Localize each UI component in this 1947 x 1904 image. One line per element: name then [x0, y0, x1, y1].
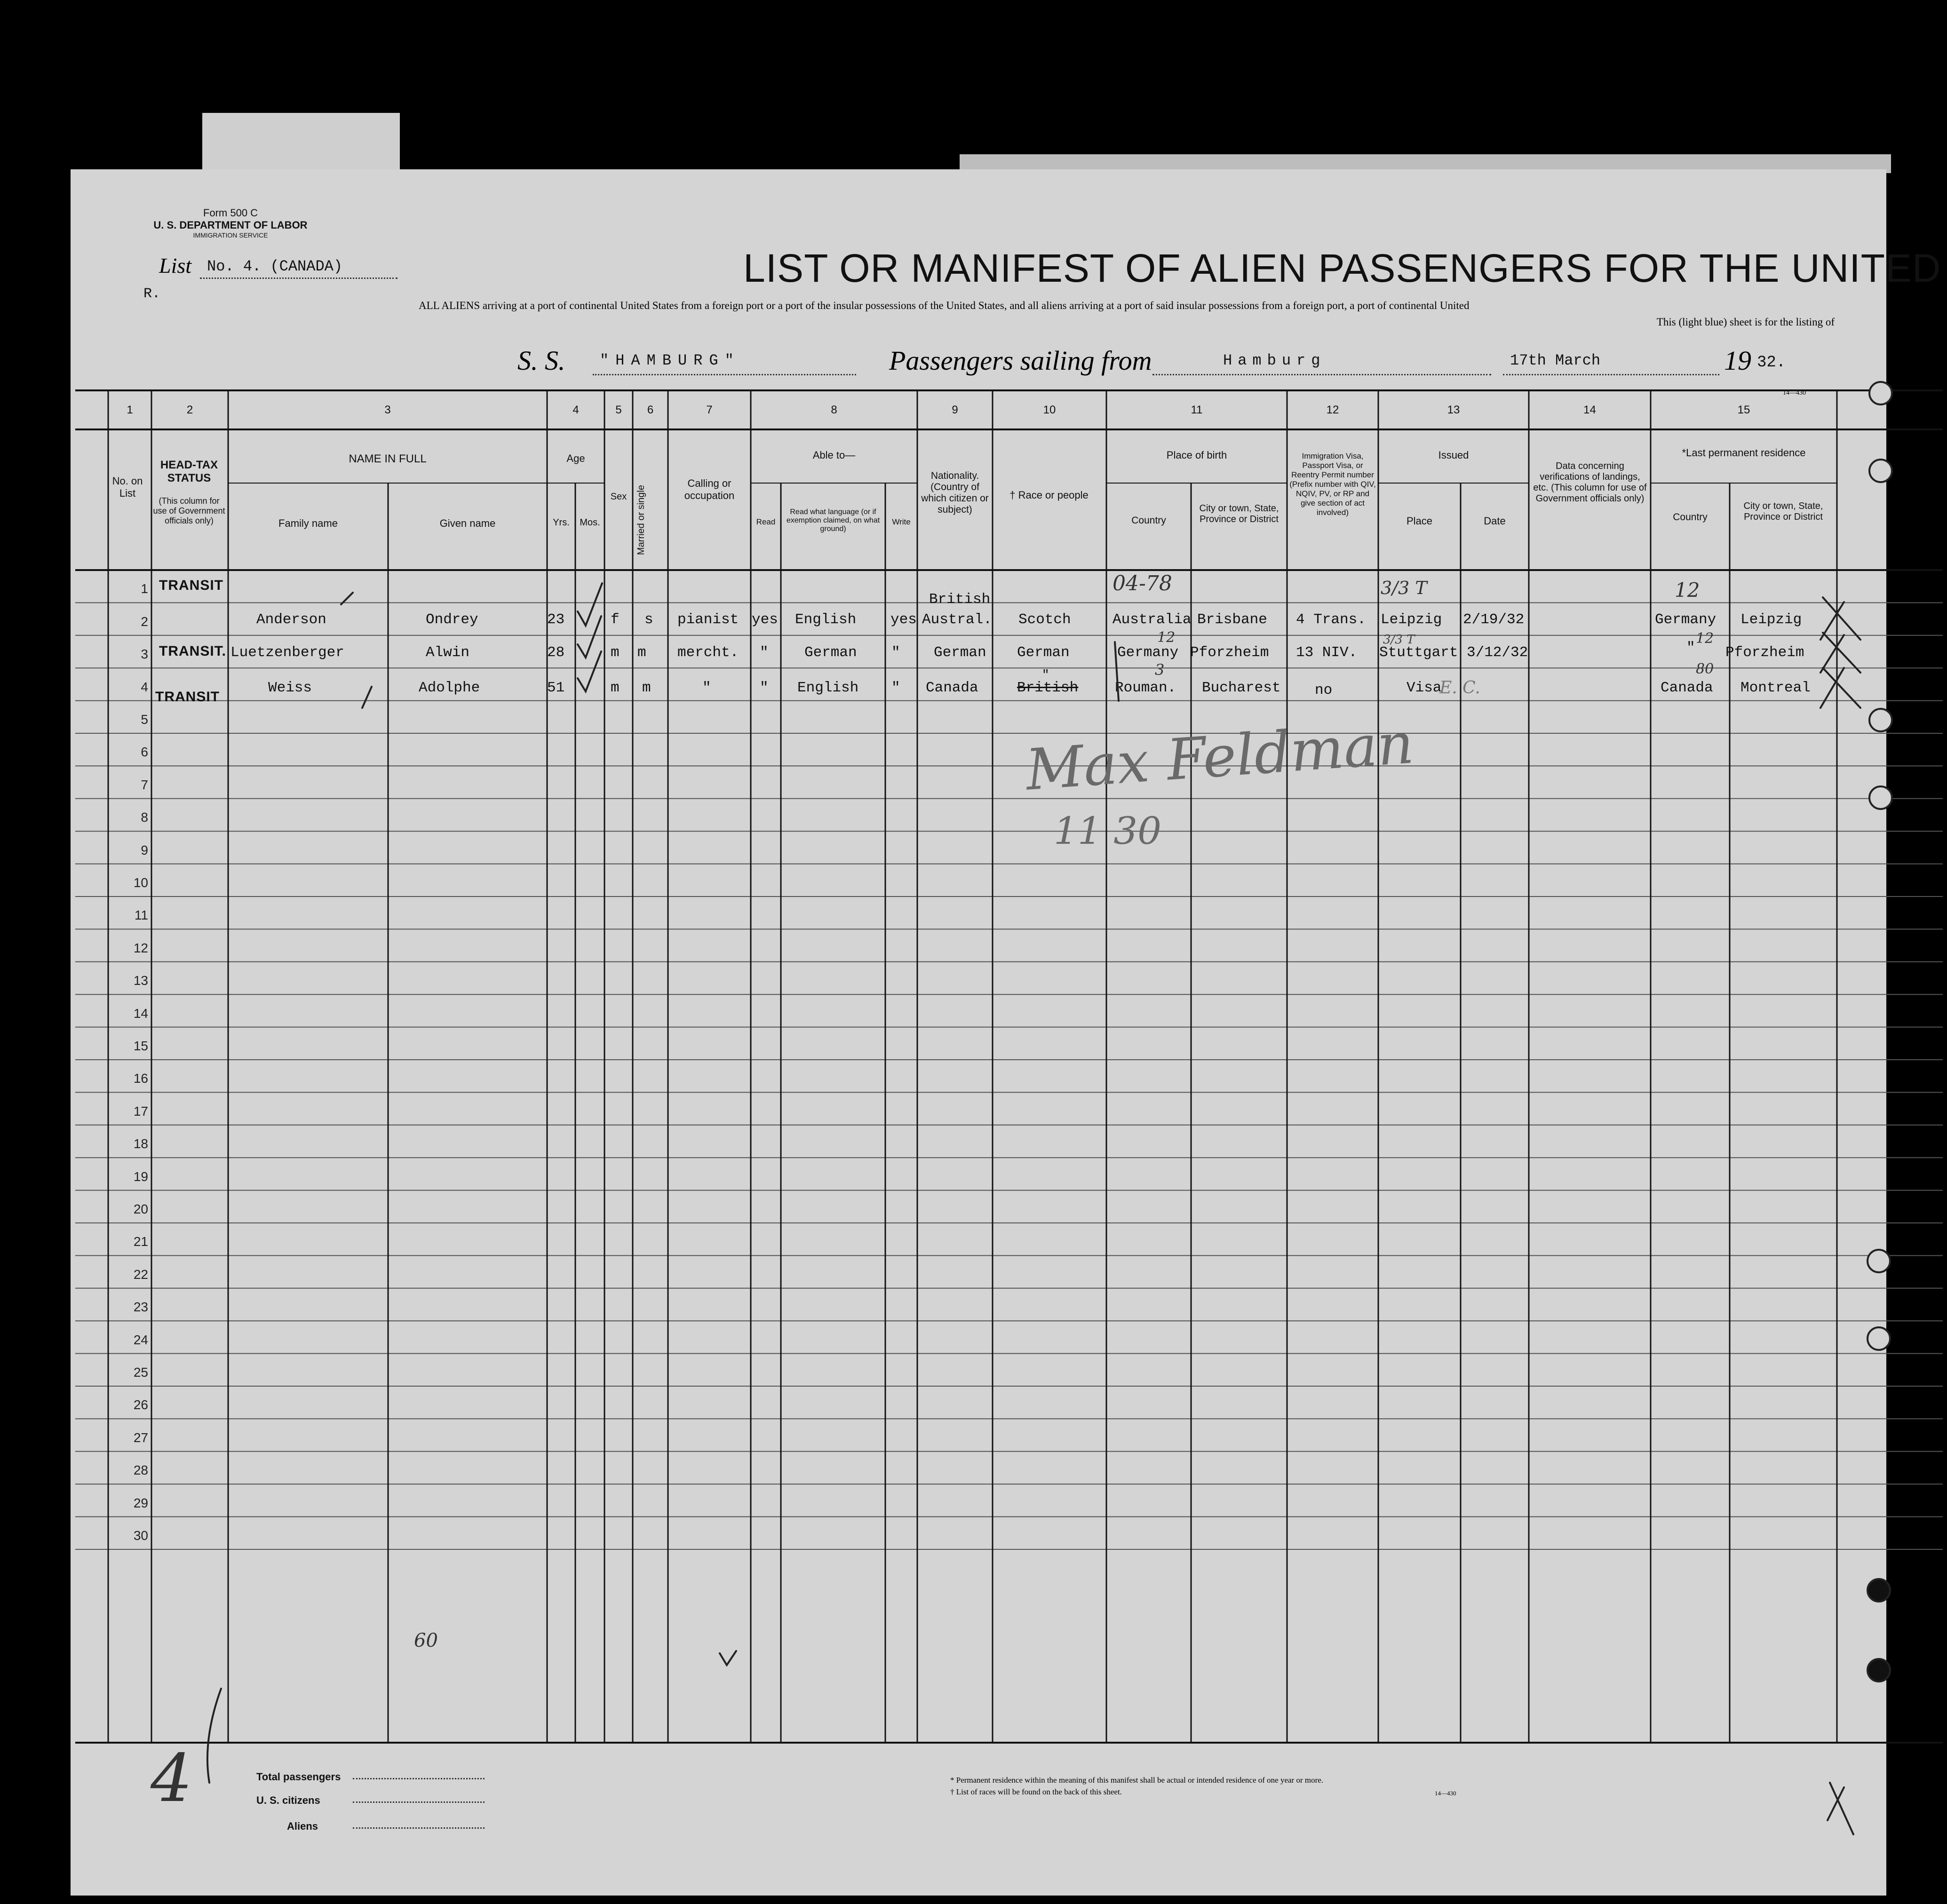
year-prefix: 19: [1724, 345, 1751, 376]
marital-status: m: [642, 680, 651, 696]
col13-place: Place: [1406, 515, 1433, 527]
issued-code: 3/3 T: [1383, 633, 1415, 647]
row-number: 11: [134, 908, 148, 923]
able-write: yes: [890, 611, 917, 628]
row-number: 29: [133, 1495, 148, 1510]
column-number: 1: [127, 404, 133, 416]
punch-hole-icon: [1867, 1326, 1891, 1351]
race: Scotch: [1018, 611, 1071, 628]
ditto-mark: ": [1042, 668, 1049, 682]
cross-mark-icon: [1820, 597, 1860, 640]
cross-mark-icon: [1820, 668, 1860, 708]
punch-hole-icon: [1867, 1658, 1891, 1682]
row-number: 16: [133, 1071, 148, 1086]
row-number: 7: [141, 777, 148, 792]
row-number: 8: [141, 810, 148, 825]
row-number: 27: [133, 1430, 148, 1445]
residence-code: 12: [1675, 579, 1700, 602]
occupation: mercht.: [677, 644, 739, 661]
row29-mark: 60: [414, 1630, 438, 1651]
residence-city: Pforzheim: [1725, 644, 1804, 661]
birth-code: 12: [1157, 629, 1176, 646]
column-number: 11: [1191, 404, 1203, 416]
column-number: 15: [1737, 404, 1750, 416]
row-number: 5: [141, 712, 148, 727]
cross-mark-icon: [1828, 1783, 1853, 1834]
row-number: 17: [133, 1103, 148, 1119]
row-number: 4: [141, 679, 148, 694]
residence-city: Leipzig: [1740, 611, 1802, 628]
col2-header: HEAD-TAX STATUS: [160, 459, 218, 484]
col15-header: *Last permanent residence: [1682, 447, 1806, 459]
subtitle-line2: This (light blue) sheet is for the listing of: [1656, 316, 1835, 328]
sex: f: [611, 611, 620, 628]
sailing-port: Hamburg: [1223, 352, 1326, 369]
row-number: 3: [141, 647, 148, 662]
checkmark-icon: [720, 1651, 736, 1665]
us-citizens-label: U. S. citizens: [256, 1794, 320, 1806]
col4-yrs: Yrs.: [553, 517, 570, 528]
col14-header: Data concerning verifications of landings, etc. (This column for use of Government officials only): [1533, 461, 1647, 504]
r-label: R.: [143, 286, 161, 302]
list-value: No. 4. (CANADA): [207, 258, 343, 275]
manifest-title: LIST OR MANIFEST OF ALIEN PASSENGERS FOR THE UNITED: [743, 246, 1941, 290]
row-number: 30: [133, 1528, 148, 1543]
given-name: Ondrey: [426, 611, 478, 628]
issued-date: 2/19/32: [1463, 611, 1525, 628]
residence-city: Montreal: [1740, 680, 1811, 696]
status-stamp: TRANSIT: [159, 578, 223, 593]
service: IMMIGRATION SERVICE: [193, 231, 268, 239]
residence-country: Germany: [1655, 611, 1717, 628]
race: British: [1017, 680, 1079, 696]
able-write: ": [891, 680, 900, 696]
col15-city: City or town, State, Province or District: [1743, 501, 1823, 522]
footer-note2: † List of races will be found on the back of this sheet.: [950, 1787, 1122, 1796]
column-number: 7: [706, 404, 713, 416]
column-number: 12: [1326, 404, 1339, 416]
column-number: 6: [647, 404, 654, 416]
column-number: 14: [1583, 404, 1596, 416]
col8-lang: Read what language (or if exemption claimed, on what ground): [786, 508, 880, 533]
row-number: 19: [133, 1169, 148, 1184]
col9-header: Nationality. (Country of which citizen or subject): [921, 470, 989, 515]
row-number: 21: [133, 1234, 148, 1249]
nationality-line1: British: [929, 591, 991, 608]
race: German: [1017, 644, 1070, 661]
punch-hole-icon: [1868, 785, 1893, 810]
col4-mos: Mos.: [580, 517, 600, 528]
col15-country: Country: [1673, 512, 1708, 523]
visa-code: E. C.: [1439, 678, 1480, 698]
total-passengers-label: Total passengers: [256, 1771, 341, 1783]
birth-city: Pforzheim: [1190, 644, 1269, 661]
column-number: 4: [572, 404, 579, 416]
row-number: 28: [133, 1463, 148, 1478]
slash-mark-icon: [362, 687, 372, 708]
punch-hole-icon: [1868, 459, 1893, 483]
visa-number: 4 Trans.: [1296, 611, 1366, 628]
col13-date: Date: [1484, 515, 1506, 527]
issued-date: 3/12/32: [1467, 644, 1528, 661]
col8-write: Write: [892, 517, 911, 526]
row-number: 6: [141, 745, 148, 760]
col2-note: (This column for use of Government officials only): [153, 496, 225, 525]
marital-status: s: [644, 611, 653, 628]
margin-mark: 4: [151, 1740, 193, 1817]
col4-header: Age: [566, 452, 585, 464]
issued-place: Visa: [1407, 680, 1442, 696]
form-ref-top: 14—430: [1783, 389, 1806, 397]
subtitle-line1: ALL ALIENS arriving at a port of continental United States from a foreign port or a port of the insular possessions of the United States, and all aliens arriving at a port of said insular possessions from a foreign port, a port of continental United: [419, 300, 1470, 311]
punch-hole-icon: [1868, 381, 1893, 405]
given-name: Adolphe: [419, 680, 480, 696]
inspector-signature: Max Feldman: [1024, 711, 1416, 803]
family-name: Luetzenberger: [230, 644, 344, 661]
language: English: [795, 611, 857, 628]
col10-header: † Race or people: [1009, 489, 1089, 501]
row-number: 14: [133, 1006, 148, 1021]
language: English: [797, 680, 859, 696]
column-number: 9: [952, 404, 958, 416]
row-number: 1: [141, 581, 148, 596]
row-number: 10: [133, 875, 148, 890]
col3-header: NAME IN FULL: [349, 452, 427, 465]
able-write: ": [891, 644, 900, 661]
row-number: 13: [133, 973, 148, 988]
col13-header: Issued: [1438, 449, 1469, 461]
status-stamp: TRANSIT.: [159, 643, 226, 659]
birth-country: Germany: [1117, 644, 1179, 661]
col12-header: Immigration Visa, Passport Visa, or Reentry Permit number (Prefix number with QIV, NQIV, PV, or RP and give section of act involved): [1289, 452, 1376, 517]
row-number: 23: [133, 1300, 148, 1315]
row-number: 24: [133, 1332, 148, 1347]
residence-country: ": [1686, 640, 1695, 656]
col11-country: Country: [1131, 515, 1166, 526]
visa-number: 13 NIV.: [1296, 644, 1358, 661]
col1-header: No. on List: [112, 475, 143, 499]
visa-number: no: [1315, 682, 1333, 698]
col8-header: Able to—: [812, 449, 856, 461]
age-years: 28: [547, 644, 565, 661]
footer-note1: * Permanent residence within the meaning of this manifest shall be actual or intended residence of one year or more.: [950, 1776, 1324, 1785]
able-read: ": [760, 680, 769, 696]
ss-label: S. S.: [517, 345, 565, 376]
occupation: pianist: [677, 611, 739, 628]
nationality: German: [934, 644, 986, 661]
family-name: Weiss: [268, 680, 312, 696]
residence-code: 80: [1696, 661, 1714, 677]
punch-hole-icon: [1867, 1249, 1891, 1273]
column-number: 8: [831, 404, 837, 416]
footer-form-ref: 14—430: [1435, 1790, 1456, 1797]
row-number: 12: [133, 940, 148, 955]
language: German: [804, 644, 857, 661]
year-suffix: 32.: [1757, 354, 1786, 372]
total-passengers-line: [353, 1778, 485, 1779]
cross-mark-icon: [1820, 633, 1860, 673]
row-number: 2: [141, 614, 148, 629]
column-number: 5: [615, 404, 622, 416]
slash-mark-icon: [341, 593, 353, 604]
col7-header: Calling or occupation: [684, 477, 735, 501]
birth-code: 04-78: [1113, 571, 1172, 595]
issued-place: Leipzig: [1381, 611, 1442, 628]
checkmark-icon: [578, 583, 602, 626]
able-read: yes: [752, 611, 778, 628]
column-number: 2: [186, 404, 193, 416]
birth-code: 3: [1155, 661, 1165, 679]
birth-city: Brisbane: [1197, 611, 1267, 628]
nationality: Canada: [926, 680, 978, 696]
column-number: 10: [1043, 404, 1056, 416]
aliens-line: [353, 1827, 485, 1829]
birth-country: Australia: [1113, 611, 1192, 628]
form-number: Form 500 C: [203, 207, 258, 219]
signature-date: 11 30: [1054, 809, 1162, 853]
checkmark-icon: [578, 651, 601, 691]
col5-header: Sex: [610, 492, 627, 502]
status-stamp: TRANSIT: [155, 689, 220, 705]
department: U. S. DEPARTMENT OF LABOR: [153, 219, 308, 231]
list-label: List: [159, 254, 192, 278]
ship-name: "HAMBURG": [600, 352, 740, 369]
col3-given: Given name: [439, 517, 496, 529]
aliens-label: Aliens: [287, 1820, 318, 1832]
marital-status: m: [637, 644, 646, 661]
sex: m: [611, 680, 620, 696]
row-number: 18: [133, 1136, 148, 1151]
punch-hole-icon: [1867, 1578, 1891, 1603]
row-number: 25: [133, 1365, 148, 1380]
sex: m: [611, 644, 620, 661]
residence-code: 12: [1696, 630, 1714, 647]
age-years: 23: [547, 611, 565, 628]
birth-city: Bucharest: [1202, 680, 1281, 696]
punch-hole-icon: [1868, 708, 1893, 732]
given-name: Alwin: [426, 644, 470, 661]
nationality: Austral.: [922, 611, 992, 628]
residence-country: Canada: [1661, 680, 1713, 696]
us-citizens-line: [353, 1801, 485, 1803]
col11-city: City or town, State, Province or District: [1199, 503, 1279, 524]
able-read: ": [760, 644, 769, 661]
checkmark-icon: [578, 616, 601, 658]
age-years: 51: [547, 680, 565, 696]
row-number: 22: [133, 1267, 148, 1282]
birth-country: Rouman.: [1115, 680, 1176, 696]
column-number: 13: [1447, 404, 1460, 416]
col3-family: Family name: [278, 517, 338, 529]
col11-header: Place of birth: [1166, 449, 1227, 461]
family-name: Anderson: [256, 611, 326, 628]
col8-read: Read: [756, 517, 776, 526]
sailing-date: 17th March: [1510, 352, 1601, 369]
row-number: 20: [133, 1202, 148, 1216]
issued-place: Stuttgart: [1379, 644, 1458, 661]
margin-stroke-icon: [207, 1689, 221, 1783]
row-number: 9: [141, 842, 148, 857]
col6-header: Married or single: [636, 485, 646, 555]
occupation: ": [702, 680, 711, 696]
row-number: 26: [133, 1397, 148, 1412]
column-number: 3: [384, 404, 391, 416]
sailing-label: Passengers sailing from: [889, 345, 1152, 376]
issued-code: 3/3 T: [1381, 578, 1427, 598]
slash-mark-icon: [1115, 642, 1119, 701]
row-number: 15: [133, 1039, 148, 1053]
